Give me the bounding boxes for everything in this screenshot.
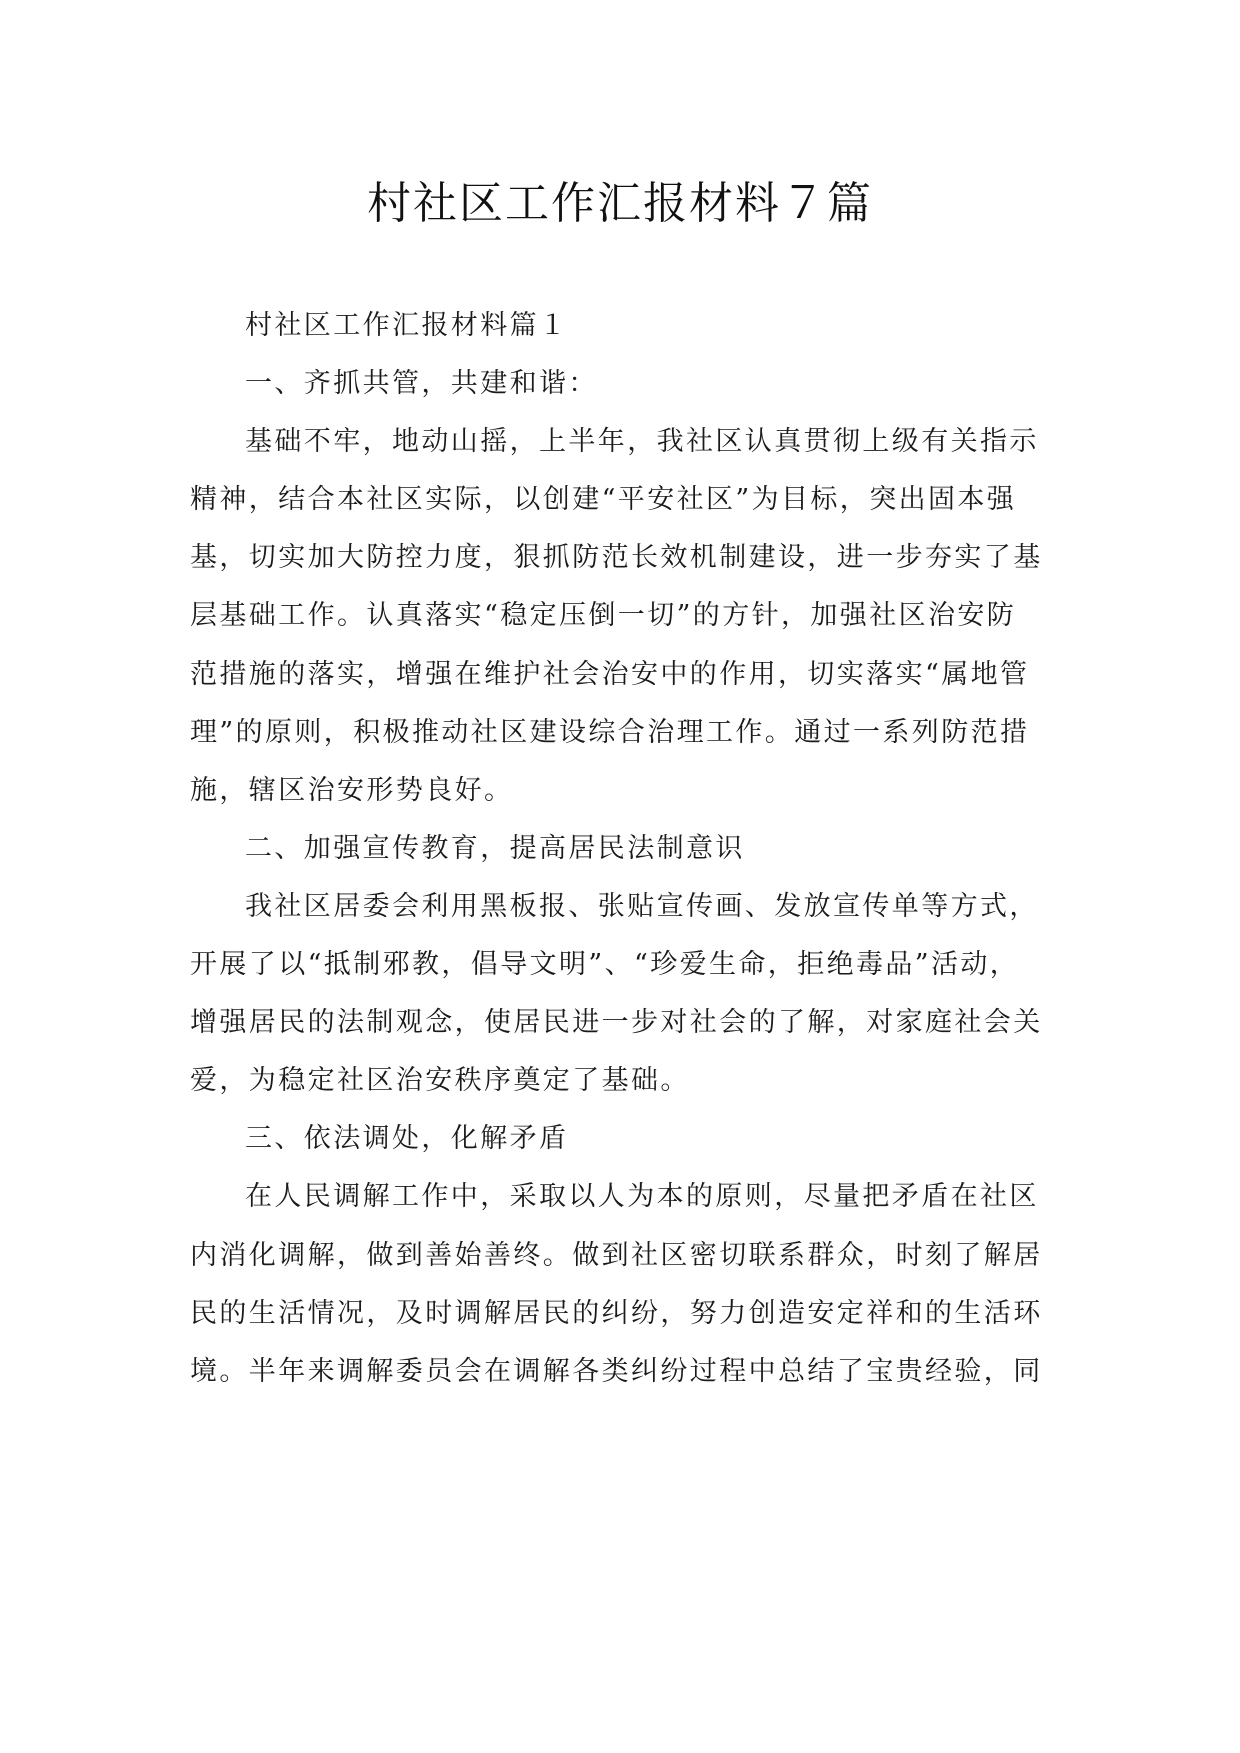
paragraph-line: 施，辖区治安形势良好。	[190, 774, 514, 806]
document-body	[190, 304, 1090, 1408]
paragraph-line: 范措施的落实，增强在维护社会治安中的作用，切实落实“属地管	[190, 658, 1030, 690]
document-title: 村社区工作汇报材料７篇	[367, 178, 873, 229]
paragraph-line: 精神，结合本社区实际，以创建“平安社区”为目标，突出固本强	[190, 484, 1017, 516]
paragraph-line: 内消化调解，做到善始善终。做到社区密切联系群众，时刻了解居	[190, 1239, 1043, 1271]
paragraph-line: 开展了以“抵制邪教，倡导文明”、“珍爱生命，拒绝毒品”活动，	[190, 949, 1020, 981]
paragraph-line: 增强居民的法制观念，使居民进一步对社会的了解，对家庭社会关	[190, 1007, 1043, 1039]
paragraph-line: 民的生活情况，及时调解居民的纠纷，努力创造安定祥和的生活环	[190, 1297, 1043, 1329]
paragraph-line: 基础不牢，地动山摇，上半年，我社区认真贯彻上级有关指示	[245, 426, 1039, 458]
paragraph-line: 层基础工作。认真落实“稳定压倒一切”的方针，加强社区治安防	[190, 600, 1017, 632]
paragraph-line: 在人民调解工作中，采取以人为本的原则，尽量把矛盾在社区	[245, 1181, 1039, 1213]
paragraph-line: 理”的原则，积极推动社区建设综合治理工作。通过一系列防范措	[190, 716, 1030, 748]
paragraph-line: 境。半年来调解委员会在调解各类纠纷过程中总结了宝贵经验，同	[190, 1355, 1043, 1387]
section-heading-1: 一、齐抓共管，共建和谐：	[245, 368, 598, 400]
paragraph-line: 爱，为稳定社区治安秩序奠定了基础。	[190, 1065, 690, 1097]
paragraph-line: 我社区居委会利用黑板报、张贴宣传画、发放宣传单等方式，	[245, 890, 1039, 922]
section-heading-2: 二、加强宣传教育，提高居民法制意识	[245, 832, 745, 864]
paragraph-line: 基，切实加大防控力度，狠抓防范长效机制建设，进一步夯实了基	[190, 542, 1043, 574]
section-subtitle: 村社区工作汇报材料篇１	[245, 310, 569, 341]
section-heading-3: 三、依法调处，化解矛盾	[245, 1123, 569, 1155]
